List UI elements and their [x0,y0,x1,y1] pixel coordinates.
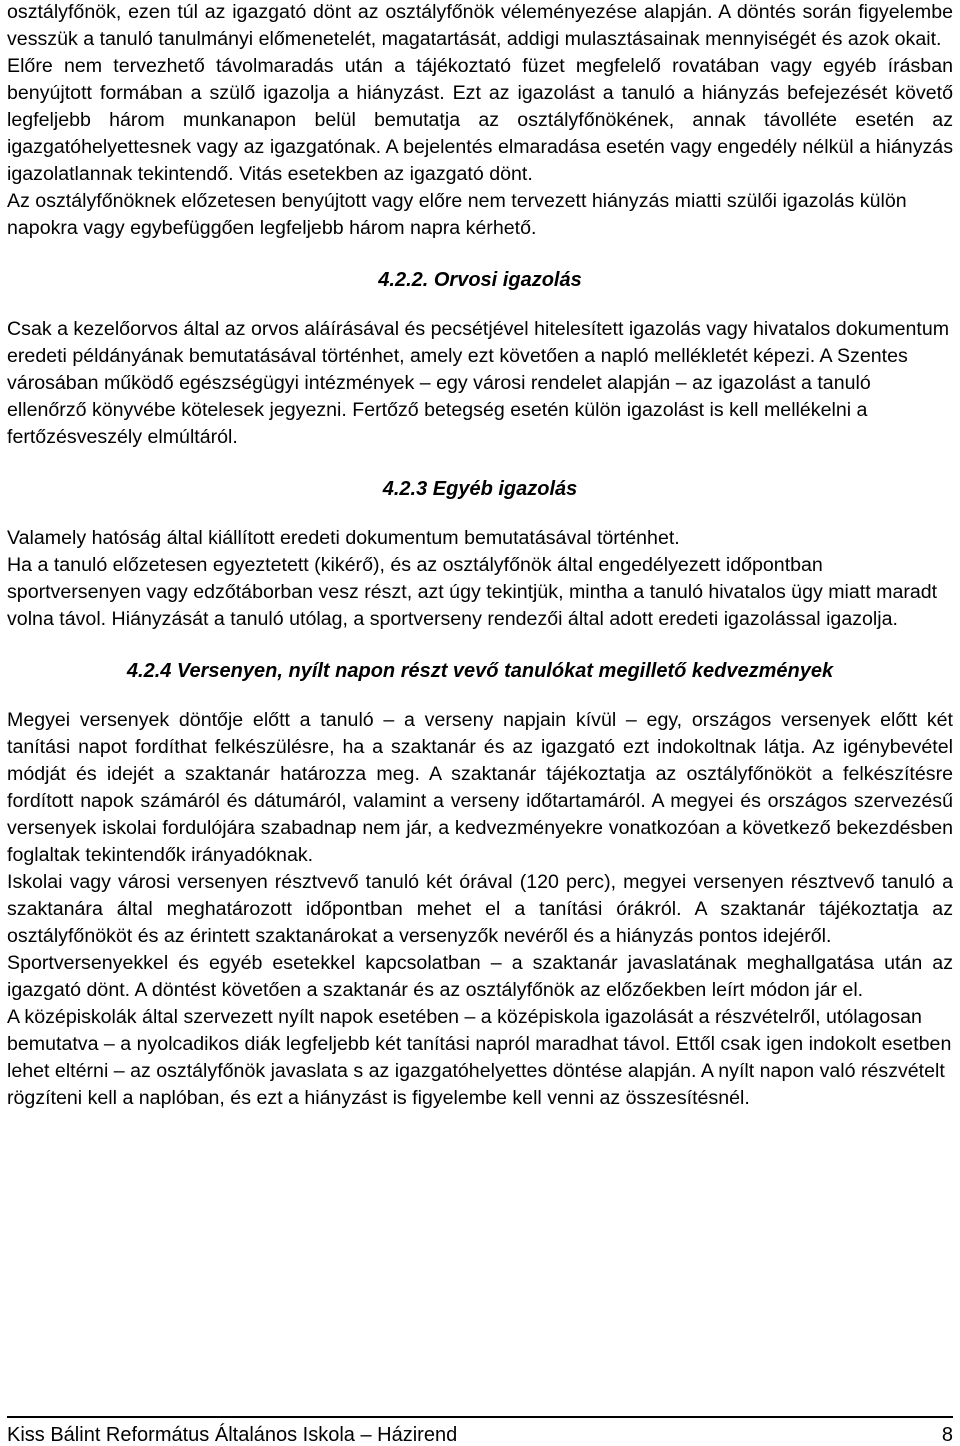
section-heading: 4.2.2. Orvosi igazolás [378,269,582,291]
paragraph: osztályfőnök, ezen túl az igazgató dönt az osztályfőnök véleményezése alapján. A döntés során figyelembe vesszük a tanuló tanulmányi előmenetelét, magatartását, addigi mulasztásainak mennyiségét és azok okait. [7,1,953,50]
footer-school-title: Kiss Bálint Református Általános Iskola – Házirend [7,1424,458,1446]
page-number: 8 [941,1424,953,1446]
section-heading: 4.2.4 Versenyen, nyílt napon részt vevő tanulókat megillető kedvezmények [126,660,834,682]
paragraph: A középiskolák által szervezett nyílt napok esetében – a középiskola igazolását a részvételről, utólagosan bemutatva – a nyolcadikos diák legfeljebb két tanítási napról maradhat távol. Ettől csak igen indokolt esetben lehet eltérni – az osztályfőnök javaslata s az igazgatóhelyettes döntése alapján. A nyílt napon való részvételt rögzíteni kell a naplóban, és ezt a hiányzást is figyelembe kell venni az összesítésnél. [7,1006,952,1109]
paragraph: Megyei versenyek döntője előtt a tanuló – a verseny napjain kívül – egy, országos versenyek előtt két tanítási napot fordíthat felkészülésre, ha a szaktanár és az igazgató ezt indokoltnak látja. Az igénybevétel módját és idejét a szaktanár határozza meg. A szaktanár tájékoztatja az osztályfőnököt a felkészítésre fordított napok számáról és dátumáról, valamint a verseny időtartamáról. A megyei és országos szervezésű versenyek iskolai fordulójára szabadnap nem jár, a kedvezményekre vonatkozóan a következő bekezdésben foglaltak tekintendők irányadóknak. [7,709,953,866]
section-heading: 4.2.3 Egyéb igazolás [382,478,578,500]
paragraph: Ha a tanuló előzetesen egyeztetett (kikérő), és az osztályfőnök által engedélyezett időpontban sportversenyen vagy edzőtáborban vesz részt, azt úgy tekintjük, mintha a tanuló hivatalos ügy miatt maradt volna távol. Hiányzását a tanuló utólag, a sportverseny rendezői által adott eredeti igazolással igazolja. [7,554,938,630]
paragraph: Az osztályfőnöknek előzetesen benyújtott vagy előre nem tervezett hiányzás miatti szülői igazolás külön napokra vagy egybefüggően legfeljebb három napra kérhető. [7,190,907,239]
page-footer [7,1424,953,1446]
paragraph: Sportversenyekkel és egyéb esetekkel kapcsolatban – a szaktanár javaslatának meghallgatása után az igazgató dönt. A döntést követően a szaktanár és az osztályfőnök az előzőekben leírt módon jár el. [7,952,953,1001]
paragraph: Előre nem tervezhető távolmaradás után a tájékoztató füzet megfelelő rovatában vagy egyéb írásban benyújtott formában a szülő igazolja a hiányzást. Ezt az igazolást a tanuló a hiányzás befejezését követő legfeljebb három munkanapon belül bemutatja az osztályfőnökének, annak távolléte esetén az igazgatóhelyettesnek vagy az igazgatónak. A bejelentés elmaradása esetén vagy engedély nélkül a hiányzás igazolatlannak tekintendő. Vitás esetekben az igazgató dönt. [7,55,953,185]
paragraph: Iskolai vagy városi versenyen résztvevő tanuló két órával (120 perc), megyei versenyen résztvevő tanuló a szaktanára által meghatározott időpontban mehet el a tanítási órákról. A szaktanár tájékoztatja az osztályfőnököt és az érintett szaktanárokat a versenyzők nevéről és a hiányzás pontos idejéről. [7,871,953,947]
footer-divider [7,1416,953,1418]
paragraph: Csak a kezelőorvos által az orvos aláírásával és pecsétjével hitelesített igazolás vagy hivatalos dokumentum eredeti példányának bemutatásával történhet, amely ezt követően a napló mellékletét képezi. A Szentes városában működő egészségügyi intézmények – egy városi rendelet alapján – az igazolást a tanuló ellenőrző könyvébe kötelesek jegyezni. Fertőző betegség esetén külön igazolást is kell mellékelni a fertőzésveszély elmúltáról. [7,318,950,448]
document-page [7,0,953,1112]
paragraph: Valamely hatóság által kiállított eredeti dokumentum bemutatásával történhet. [7,527,680,549]
